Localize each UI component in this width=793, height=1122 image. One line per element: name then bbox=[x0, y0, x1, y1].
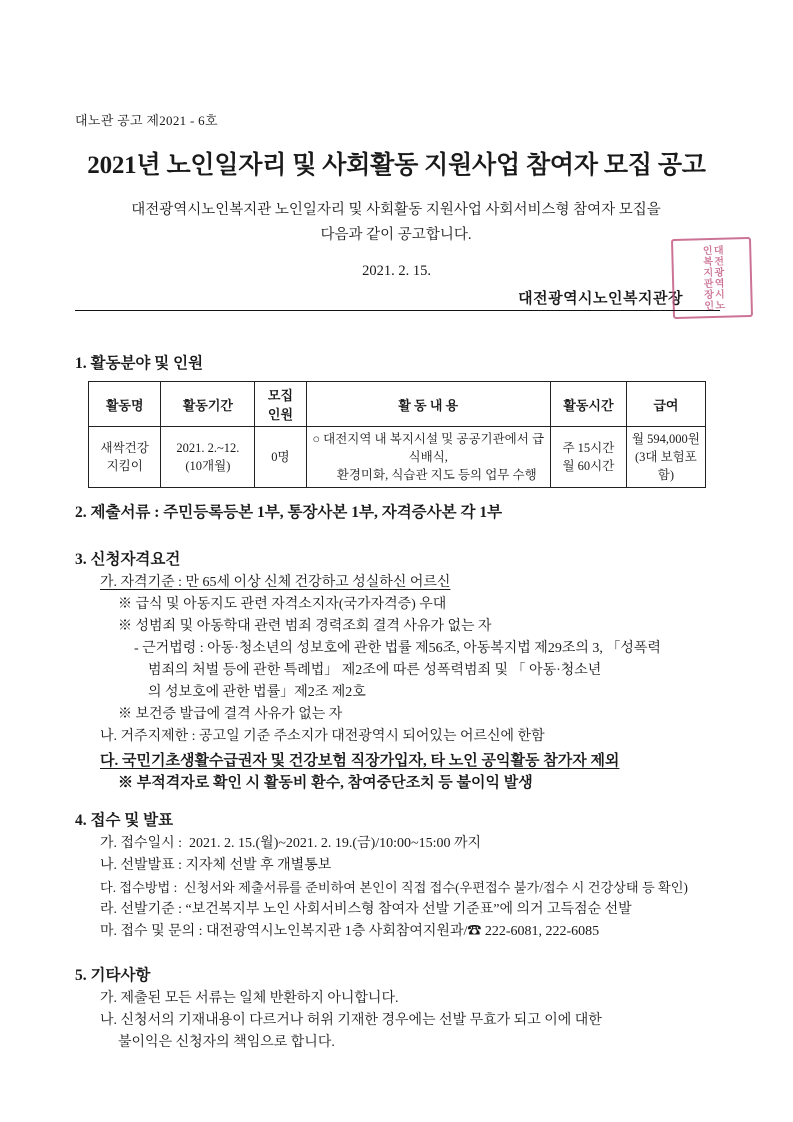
document-number: 대노관 공고 제2021 - 6호 bbox=[75, 113, 218, 128]
list-item-excluded: 다. 국민기초생활수급권자 및 건강보험 직장가입자, 타 노인 공익활동 참가자 제외 bbox=[100, 753, 620, 769]
activity-name-line-1: 새싹건강 bbox=[100, 441, 149, 455]
header-divider bbox=[75, 310, 720, 311]
seal-text: 대전광역시노인복지관장인 bbox=[700, 244, 724, 312]
official-seal-stamp bbox=[671, 237, 753, 319]
activity-content-line-1: ○ 대전지역 내 복지시설 및 공공기관에서 급식배식, bbox=[312, 432, 545, 464]
list-item: 가. 접수일시 : 2021. 2. 15.(월)~2021. 2. 19.(금)/10:00~15:00 까지 bbox=[100, 836, 482, 851]
announcement-date: 2021. 2. 15. bbox=[362, 263, 431, 279]
intro-paragraph bbox=[96, 198, 696, 248]
col-recruit-count-line-2: 인원 bbox=[267, 407, 294, 422]
section-4-heading: 4. 접수 및 발표 bbox=[75, 812, 174, 829]
list-item: ※ 성범죄 및 아동학대 관련 범죄 경력조회 결격 사유가 없는 자 bbox=[118, 619, 492, 634]
activity-name-line-2: 지킴이 bbox=[106, 459, 143, 473]
section-1-heading: 1. 활동분야 및 인원 bbox=[75, 355, 204, 372]
list-item: 가. 자격기준 : 만 65세 이상 신체 건강하고 성실하신 어르신 bbox=[100, 575, 451, 590]
col-activity-name: 활동명 bbox=[89, 382, 161, 427]
table-row bbox=[89, 427, 706, 488]
col-activity-period: 활동기간 bbox=[161, 382, 255, 427]
list-item: - 근거법령 : 아동·청소년의 성보호에 관한 법률 제56조, 아동복지법 제29조의 3, 「성폭력 bbox=[134, 641, 661, 656]
cell-activity-hours bbox=[550, 427, 626, 488]
list-item: 가. 제출된 모든 서류는 일체 반환하지 아니합니다. bbox=[100, 991, 399, 1006]
activity-content-line-2: 환경미화, 식습관 지도 등의 업무 수행 bbox=[336, 468, 537, 482]
issuer-name: 대전광역시노인복지관장 bbox=[518, 291, 683, 307]
intro-line-2: 다음과 같이 공고합니다. bbox=[320, 227, 472, 243]
cell-activity-name bbox=[89, 427, 161, 488]
list-item-warning: ※ 부적격자로 확인 시 활동비 환수, 참여중단조치 등 불이익 발생 bbox=[118, 775, 533, 791]
activity-period-line-2: (10개월) bbox=[185, 459, 231, 473]
pay-line-1: 월 594,000원 bbox=[631, 432, 700, 446]
list-item: 나. 선발발표 : 지자체 선발 후 개별통보 bbox=[100, 858, 332, 873]
section-5-list bbox=[100, 988, 740, 1054]
col-activity-hours: 활동시간 bbox=[550, 382, 626, 427]
list-item: 나. 거주지제한 : 공고일 기준 주소지가 대전광역시 되어있는 어르신에 한함 bbox=[100, 729, 545, 744]
list-item: ※ 급식 및 아동지도 관련 자격소지자(국가자격증) 우대 bbox=[118, 597, 447, 612]
section-3-list bbox=[100, 572, 740, 794]
list-item: 의 성보호에 관한 법률」제2조 제2호 bbox=[148, 685, 366, 700]
cell-pay bbox=[626, 427, 705, 488]
col-pay: 급여 bbox=[626, 382, 705, 427]
page-title: 2021년 노인일자리 및 사회활동 지원사업 참여자 모집 공고 bbox=[87, 152, 706, 179]
list-item: ※ 보건증 발급에 결격 사유가 없는 자 bbox=[118, 707, 343, 722]
section-3-heading: 3. 신청자격요건 bbox=[75, 551, 181, 568]
col-recruit-count-line-1: 모집 bbox=[267, 388, 294, 403]
table-header-row bbox=[89, 382, 706, 427]
col-activity-content: 활 동 내 용 bbox=[306, 382, 550, 427]
activity-period-line-1: 2021. 2.~12. bbox=[176, 441, 240, 455]
section-2-heading: 2. 제출서류 : 주민등록등본 1부, 통장사본 1부, 자격증사본 각 1부 bbox=[75, 504, 503, 521]
cell-recruit-count: 0명 bbox=[255, 427, 306, 488]
list-item: 범죄의 처벌 등에 관한 특례법」 제2조에 따른 성폭력범죄 및 「 아동·청소년 bbox=[148, 663, 602, 678]
activity-hours-line-2: 월 60시간 bbox=[562, 459, 615, 473]
list-item: 나. 신청서의 기재내용이 다르거나 허위 기재한 경우에는 선발 무효가 되고 이에 대한 bbox=[100, 1013, 602, 1028]
list-item: 라. 선발기준 : “보건복지부 노인 사회서비스형 참여자 선발 기준표”에 의거 고득점순 선발 bbox=[100, 902, 632, 917]
col-recruit-count bbox=[255, 382, 306, 427]
list-item: 다. 접수방법 : 신청서와 제출서류를 준비하여 본인이 직접 접수(우편접수 불가/접수 시 건강상태 등 확인) bbox=[100, 880, 688, 895]
activity-hours-line-1: 주 15시간 bbox=[562, 441, 615, 455]
cell-activity-period bbox=[161, 427, 255, 488]
section-5-heading: 5. 기타사항 bbox=[75, 967, 151, 984]
intro-line-1: 대전광역시노인복지관 노인일자리 및 사회활동 지원사업 사회서비스형 참여자 모집을 bbox=[131, 202, 661, 218]
list-item: 불이익은 신청자의 책임으로 합니다. bbox=[118, 1035, 335, 1050]
section-4-list bbox=[100, 833, 750, 943]
pay-line-2: (3대 보험포함) bbox=[634, 450, 697, 482]
activity-table bbox=[88, 381, 706, 488]
cell-activity-content bbox=[306, 427, 550, 488]
list-item: 마. 접수 및 문의 : 대전광역시노인복지관 1층 사회참여지원과/☎ 222-6081, 222-6085 bbox=[100, 924, 600, 939]
